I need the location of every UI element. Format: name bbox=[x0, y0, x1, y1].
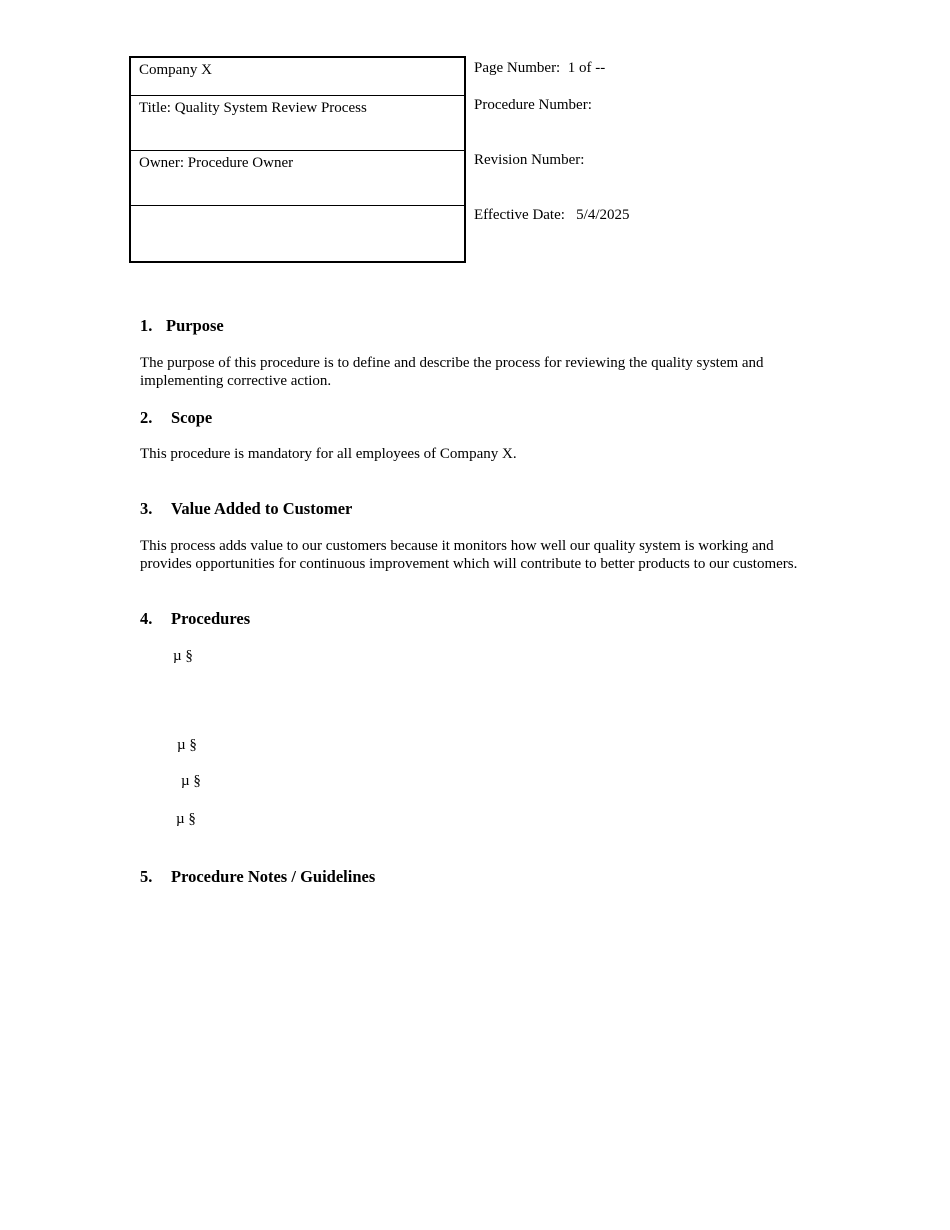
bullet-symbol: µ § bbox=[173, 648, 193, 664]
section-number: 1. bbox=[140, 316, 153, 335]
bullet-symbol: µ § bbox=[176, 811, 196, 827]
title-cell: Title: Quality System Review Process bbox=[131, 96, 464, 151]
section-number: 3. bbox=[140, 499, 153, 518]
section-number: 5. bbox=[140, 867, 153, 886]
company-cell: Company X bbox=[131, 58, 464, 96]
header-table bbox=[129, 56, 466, 263]
owner-cell: Owner: Procedure Owner bbox=[131, 151, 464, 206]
value-added-paragraph: This process adds value to our customers because it monitors how well our quality system is working and provides opportunities for continuous improvement which will contribute to better products to our customers. bbox=[140, 538, 798, 572]
section-heading-scope bbox=[140, 408, 212, 428]
revision-number: Revision Number: bbox=[474, 152, 585, 168]
section-title: Purpose bbox=[166, 316, 224, 335]
purpose-paragraph: The purpose of this procedure is to define and describe the process for reviewing the quality system and implementing corrective action. bbox=[140, 355, 764, 389]
effective-date: Effective Date: 5/4/2025 bbox=[474, 207, 630, 223]
section-title: Procedures bbox=[171, 609, 251, 628]
section-number: 2. bbox=[140, 408, 153, 427]
section-number: 4. bbox=[140, 609, 153, 628]
bullet-symbol: µ § bbox=[181, 773, 201, 789]
section-heading-procedures bbox=[140, 609, 250, 629]
procedure-number: Procedure Number: bbox=[474, 97, 592, 113]
section-title: Scope bbox=[171, 408, 213, 427]
empty-cell bbox=[131, 206, 464, 261]
section-heading-notes bbox=[140, 867, 375, 887]
bullet-symbol: µ § bbox=[177, 737, 197, 753]
section-heading-purpose bbox=[140, 316, 224, 336]
section-heading-value-added bbox=[140, 499, 352, 519]
page-number: Page Number: 1 of -- bbox=[474, 60, 606, 76]
section-title: Procedure Notes / Guidelines bbox=[171, 867, 376, 886]
scope-paragraph: This procedure is mandatory for all employees of Company X. bbox=[140, 446, 517, 462]
section-title: Value Added to Customer bbox=[171, 499, 353, 518]
